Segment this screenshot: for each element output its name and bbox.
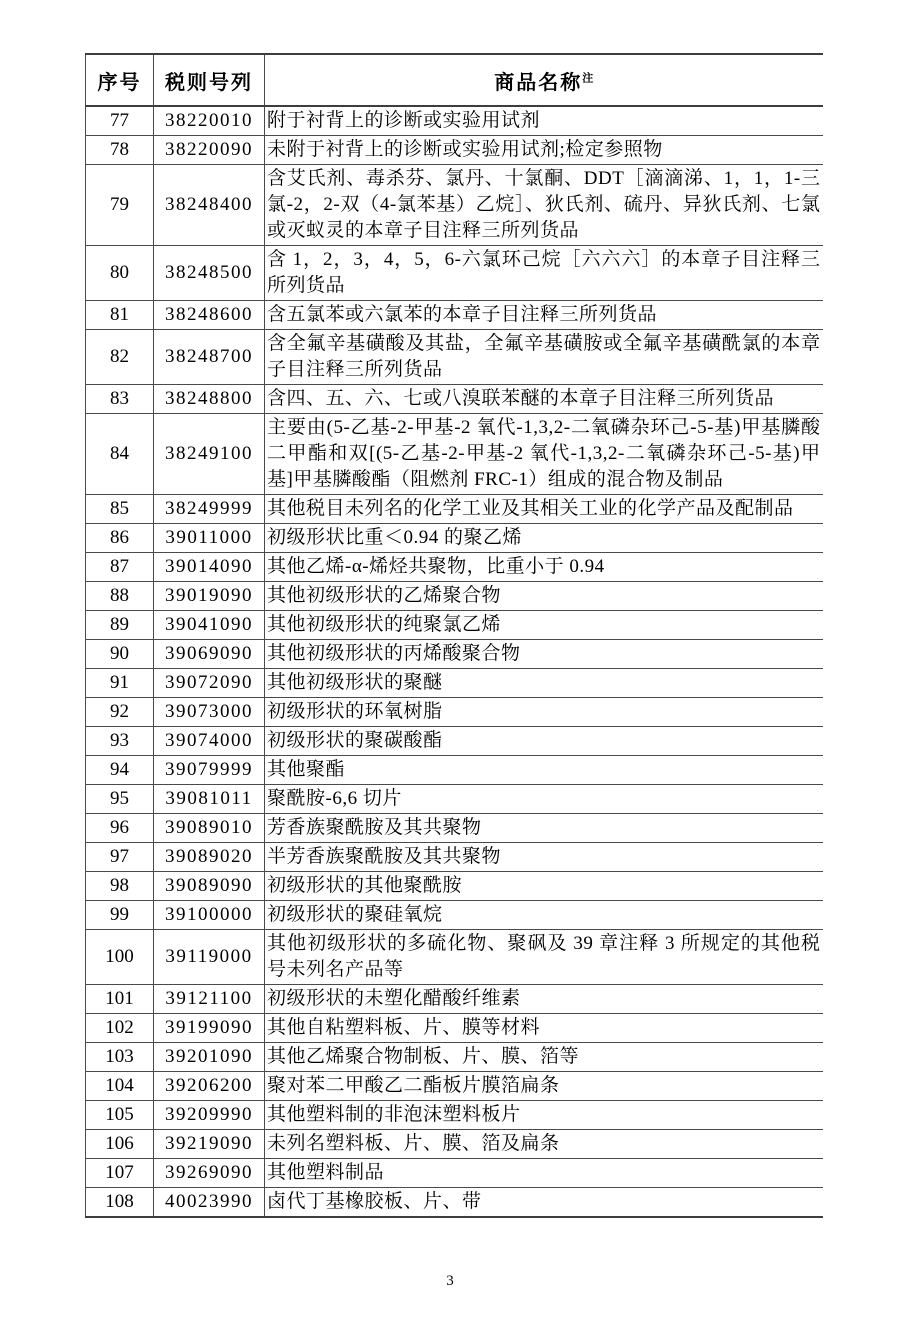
product-name-cell: 初级形状的环氧树脂 [265,698,823,727]
tariff-code-cell: 38248600 [154,301,265,330]
tariff-code-cell: 38248700 [154,330,265,385]
tariff-code-cell: 39269090 [154,1159,265,1188]
tariff-code-cell: 39079999 [154,756,265,785]
table-row [86,611,823,640]
serial-number-cell: 98 [86,872,154,901]
tariff-code-cell: 39089020 [154,843,265,872]
tariff-table [85,53,823,1218]
table-row [86,582,823,611]
tariff-code-cell: 38248400 [154,165,265,246]
serial-number-cell: 89 [86,611,154,640]
tariff-code-cell: 39100000 [154,901,265,930]
table-row [86,246,823,301]
serial-number-cell: 87 [86,553,154,582]
table-header-row [86,54,823,106]
serial-number-cell: 86 [86,524,154,553]
product-name-cell: 含全氟辛基磺酸及其盐，全氟辛基磺胺或全氟辛基磺酰氯的本章子目注释三所列货品 [265,330,823,385]
table-row [86,1188,823,1218]
product-name-cell: 其他自粘塑料板、片、膜等材料 [265,1014,823,1043]
serial-number-cell: 106 [86,1130,154,1159]
serial-number-cell: 77 [86,106,154,136]
table-row [86,1130,823,1159]
table-row [86,785,823,814]
serial-number-cell: 88 [86,582,154,611]
table-row [86,330,823,385]
serial-number-cell: 82 [86,330,154,385]
table-row [86,640,823,669]
serial-number-cell: 105 [86,1101,154,1130]
product-name-cell: 附于衬背上的诊断或实验用试剂 [265,106,823,136]
serial-number-cell: 99 [86,901,154,930]
tariff-code-cell: 39073000 [154,698,265,727]
product-name-cell: 半芳香族聚酰胺及其共聚物 [265,843,823,872]
tariff-code-cell: 39089010 [154,814,265,843]
serial-number-cell: 101 [86,985,154,1014]
product-name-cell: 其他初级形状的多硫化物、聚砜及 39 章注释 3 所规定的其他税号未列名产品等 [265,930,823,985]
serial-number-cell: 108 [86,1188,154,1218]
serial-number-cell: 79 [86,165,154,246]
column-header-product-name-label: 商品名称 [494,72,583,94]
tariff-code-cell: 38220010 [154,106,265,136]
product-name-cell: 其他乙烯-α-烯烃共聚物，比重小于 0.94 [265,553,823,582]
tariff-code-cell: 39041090 [154,611,265,640]
product-name-cell: 其他初级形状的乙烯聚合物 [265,582,823,611]
table-row [86,930,823,985]
tariff-code-cell: 39209990 [154,1101,265,1130]
tariff-code-cell: 39219090 [154,1130,265,1159]
product-name-cell: 其他初级形状的丙烯酸聚合物 [265,640,823,669]
table-row [86,1072,823,1101]
table-row [86,1159,823,1188]
tariff-code-cell: 40023990 [154,1188,265,1218]
tariff-code-cell: 39019090 [154,582,265,611]
column-header-serial-label: 序号 [97,72,142,94]
column-header-serial [86,54,154,106]
product-name-cell: 未列名塑料板、片、膜、箔及扁条 [265,1130,823,1159]
product-name-cell: 其他税目未列名的化学工业及其相关工业的化学产品及配制品 [265,495,823,524]
tariff-code-cell: 39074000 [154,727,265,756]
serial-number-cell: 80 [86,246,154,301]
table-row [86,301,823,330]
serial-number-cell: 81 [86,301,154,330]
product-name-cell: 初级形状的其他聚酰胺 [265,872,823,901]
serial-number-cell: 83 [86,385,154,414]
product-name-cell: 其他塑料制品 [265,1159,823,1188]
table-row [86,1014,823,1043]
tariff-code-cell: 39121100 [154,985,265,1014]
tariff-code-cell: 39206200 [154,1072,265,1101]
tariff-code-cell: 39089090 [154,872,265,901]
table-row [86,385,823,414]
serial-number-cell: 85 [86,495,154,524]
serial-number-cell: 92 [86,698,154,727]
serial-number-cell: 104 [86,1072,154,1101]
table-row [86,985,823,1014]
serial-number-cell: 102 [86,1014,154,1043]
tariff-code-cell: 39201090 [154,1043,265,1072]
serial-number-cell: 100 [86,930,154,985]
tariff-code-cell: 39072090 [154,669,265,698]
tariff-code-cell: 39119000 [154,930,265,985]
table-row [86,136,823,165]
table-row [86,106,823,136]
table-row [86,872,823,901]
product-name-cell: 含 1，2，3，4，5，6-六氯环己烷［六六六］的本章子目注释三所列货品 [265,246,823,301]
tariff-code-cell: 38249999 [154,495,265,524]
product-name-cell: 芳香族聚酰胺及其共聚物 [265,814,823,843]
product-name-cell: 初级形状的聚碳酸酯 [265,727,823,756]
product-name-cell: 聚酰胺-6,6 切片 [265,785,823,814]
table-row [86,165,823,246]
product-name-cell: 其他初级形状的聚醚 [265,669,823,698]
serial-number-cell: 90 [86,640,154,669]
tariff-code-cell: 39069090 [154,640,265,669]
table-row [86,669,823,698]
product-name-cell: 含四、五、六、七或八溴联苯醚的本章子目注释三所列货品 [265,385,823,414]
product-name-cell: 主要由(5-乙基-2-甲基-2 氧代-1,3,2-二氧磷杂环己-5-基)甲基膦酸二甲酯和双[(5-乙基-2-甲基-2 氧代-1,3,2-二氧磷杂环己-5-基)甲基]甲基膦酸酯（阻燃剂 FRC-1）组成的混合物及制品 [265,414,823,495]
product-name-cell: 卤代丁基橡胶板、片、带 [265,1188,823,1218]
table-row [86,756,823,785]
page-number: 3 [446,1273,454,1289]
serial-number-cell: 103 [86,1043,154,1072]
table-body [86,106,823,1217]
table-row [86,901,823,930]
table-row [86,553,823,582]
table-row [86,814,823,843]
note-superscript: 注 [582,72,594,85]
product-name-cell: 含艾氏剂、毒杀芬、氯丹、十氯酮、DDT［滴滴涕、1，1，1-三氯-2，2-双（4-氯苯基）乙烷］、狄氏剂、硫丹、异狄氏剂、七氯或灭蚁灵的本章子目注释三所列货品 [265,165,823,246]
product-name-cell: 其他乙烯聚合物制板、片、膜、箔等 [265,1043,823,1072]
serial-number-cell: 84 [86,414,154,495]
serial-number-cell: 96 [86,814,154,843]
serial-number-cell: 97 [86,843,154,872]
tariff-code-cell: 39081011 [154,785,265,814]
tariff-code-cell: 39011000 [154,524,265,553]
table-row [86,1101,823,1130]
product-name-cell: 其他聚酯 [265,756,823,785]
product-name-cell: 其他塑料制的非泡沫塑料板片 [265,1101,823,1130]
serial-number-cell: 95 [86,785,154,814]
tariff-code-cell: 38220090 [154,136,265,165]
serial-number-cell: 78 [86,136,154,165]
serial-number-cell: 107 [86,1159,154,1188]
product-name-cell: 初级形状的未塑化醋酸纤维素 [265,985,823,1014]
table-row [86,414,823,495]
serial-number-cell: 93 [86,727,154,756]
product-name-cell: 聚对苯二甲酸乙二酯板片膜箔扁条 [265,1072,823,1101]
column-header-tariff-code-label: 税则号列 [165,72,253,94]
table-row [86,1043,823,1072]
serial-number-cell: 91 [86,669,154,698]
serial-number-cell: 94 [86,756,154,785]
product-name-cell: 初级形状比重＜0.94 的聚乙烯 [265,524,823,553]
column-header-product-name [265,54,823,106]
product-name-cell: 其他初级形状的纯聚氯乙烯 [265,611,823,640]
column-header-tariff-code [154,54,265,106]
table-row [86,727,823,756]
product-name-cell: 初级形状的聚硅氧烷 [265,901,823,930]
tariff-code-cell: 38248800 [154,385,265,414]
table-row [86,843,823,872]
table-row [86,698,823,727]
tariff-code-cell: 38248500 [154,246,265,301]
tariff-code-cell: 39014090 [154,553,265,582]
tariff-code-cell: 39199090 [154,1014,265,1043]
table-row [86,495,823,524]
product-name-cell: 未附于衬背上的诊断或实验用试剂;检定参照物 [265,136,823,165]
tariff-code-cell: 38249100 [154,414,265,495]
table-row [86,524,823,553]
product-name-cell: 含五氯苯或六氯苯的本章子目注释三所列货品 [265,301,823,330]
